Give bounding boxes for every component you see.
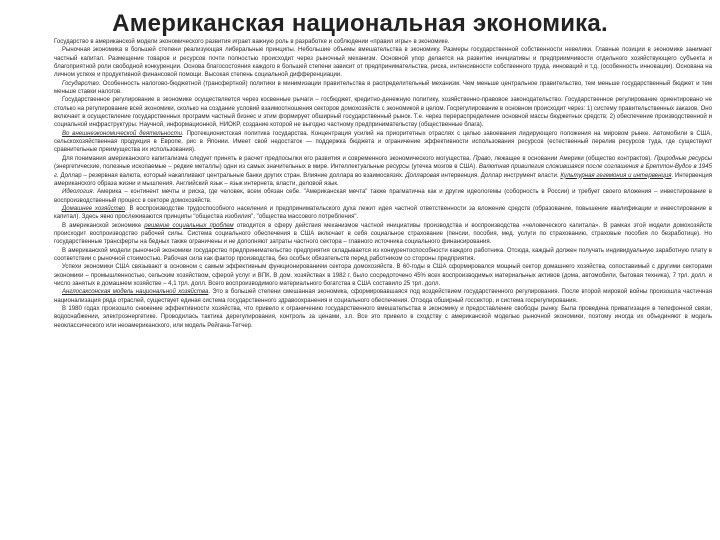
paragraph-text: Доллар – резервная валюта, который накапливают центральные банки других стран. Влияние доллара во взаимосвязях. — [58, 172, 406, 179]
emphasized-text: Долларовая — [405, 172, 440, 179]
paragraph-text: Рыночная экономика в большей степени реализующая либеральные принципы. Небольшие объемы вмешательства в экономику. Размеры государственной собственности невелики. Главные позиции в экономике занимает частный капитал. Размещение товаров и ресурсов почти полностью происходит через рыночный механизм. Основной упор делается на развитие инициативы и предприимчивости отдельного хозяйствующего субъекта и благоприятной роли свободной конкуренции. Основа благосостояния каждого в большей степени зависит от предпринимательства, риска, интенсивности собственного труда, инноваций и т.д. (особенность инновации). Основана на личном успехе и продуктивной финансовой помощи. Высокая степень социальной дифференциации. — [54, 47, 712, 79]
paragraph-text: В американской модели рыночной экономики государство предпринимательство предприятия складывается из конкурентоспособности каждого работника. Отсюда, каждый должен получать индивидуальную заработную плату в соответствии с рыночной стоимостью. Рабочая сила как фактор производства, без особых обязательств перед работником со стороны предприятия. — [54, 247, 712, 262]
body-paragraph — [54, 263, 712, 288]
paragraph-text: Государство в американской модели экономического развития играет важную роль в разработке и соблюдении «правил игры» в экономике. — [54, 39, 450, 45]
body-paragraph — [54, 38, 712, 46]
slide-title: Американская национальная экономика. — [112, 10, 608, 37]
emphasized-text: Культурная гегемония и интервенция — [560, 172, 672, 179]
paragraph-text: интервенция. Доллар инструмент власти. — [439, 172, 561, 179]
emphasized-text: Право — [473, 155, 491, 162]
body-paragraph — [54, 288, 712, 305]
emphasized-text: Во внешнеэкономической деятельности — [62, 130, 182, 137]
body-paragraph — [54, 222, 712, 247]
slide-body-text — [54, 38, 712, 533]
paragraph-text: Успехи экономики США связывают в основном с самым эффективным функционированием сектора домохозяйств. В 60-годы в США сформировался мощный сектор домашнего хозяйства, сопоставимый с другими секторами экономики – промышленностью, сельским хозяйством, сферой услуг и ВПК. В дом. хозяйствах в 1982 г. было сосредоточено 45% всех воспроизводимых материальных активов (дома, автомобили, бытовая техника), 7 трл. долл. и число занятых в домашнем хозяйстве – 4,1 трл. долл. Всего воспроизводимого материального богатства в США составило 25 трл. долл. — [54, 264, 712, 287]
paragraph-text: . Это в большей степени смешанная экономика, сформировавшаяся под воздействием государственного регулирования. После второй мировой войны произошла частичная национализация ряда отраслей, существует единая система государственного здравоохранения и социального обеспечения. Отсюда обширный госсектор, и система госрегулирования. — [54, 289, 712, 304]
paragraph-text: . В воспроизводстве трудоспособного населения и предпринимательского духа лежит идея частной ответственности за вложение средств (образование, повышение квалификации и инвестирование в капитал). Здесь явно прослеживаются принципы "общества изобилия", "общества массового потребления". — [54, 205, 712, 221]
paragraph-text: (энергетические, полезные ископаемые – редкие металлы) одни из самых значительных в мире. Интеллектуальные ресурсы (утечка мозгов в США). — [54, 164, 479, 171]
emphasized-text: Домашнее хозяйство — [62, 205, 126, 212]
body-paragraph — [54, 305, 712, 330]
body-paragraph — [54, 205, 712, 222]
paragraph-text: отводится в сферу действия механизмов частной инициативы производства и воспроизводства «человеческого капитала». В рамках этой модели домохозяйств происходит воспроизводство рабочей силы. Система социального обеспечения в США включает в себя социальное страхование (пенсии, пособия, мед. услуги по страхованию, страховые пособия по безработице). Но государственные трансферты на бедных также ограничены и не дополняют затраты частного сектора – главного источника социального финансирования. — [54, 222, 712, 246]
paragraph-text: В 1980 годах произошло снижение эффективности хозяйства, что привело к ограничению государственного вмешательства в экономику и предоставление свободы рынку. Была проведена приватизация в телефонной связи, водоснабжении, электроэнергетике. Проводилась тактика дерегулирования, контроль за ценами, з.п. Все это привело в сходству с американской моделью рыночной экономики, поэтому иногда их объединяют в модель неоклассического или неоамериканского, или модель Рейгана-Тетчер. — [54, 306, 712, 329]
paragraph-text: Государственное регулирование в экономике осуществляется через косвенные рычаги – госбюджет, кредитно-денежную политику, хозяйственно-правовое законодательство. Государственное регулирование ориентировано не столько на регулирование всей экономики, сколько на создание условий взаимоотношения секторов домохозяйств с экономикой в целом. Госрегулирование в основном происходит через: 1) систему правительственных заказов. Оно включает в осуществление государственных программ частный бизнес и этим формирует обширный государственный рынок. Т.е. через перераспределение основной массы бюджетных средств; 2) обеспечение производственной и социальной инфраструктуры. Научной, информационной, НИОКР, создание которой не выгодно частному предпринимательству (общественные блага). — [54, 97, 712, 129]
body-paragraph — [54, 46, 712, 79]
body-paragraph — [54, 80, 712, 97]
body-paragraph — [54, 155, 712, 188]
body-paragraph — [54, 188, 712, 205]
paragraph-text: , лежащее в основании Америки (общество контрактов). — [490, 155, 655, 162]
emphasized-text: решение социальных проблем — [144, 222, 234, 229]
paragraph-text: . Америка – континент мечты и риска, где человек, всем обязан себе. "Американская мечта" также прагматична как и другие идеологемы (соборность в России) и требует своего вложения – инвестирование в воспроизводственный процесс в секторе домохозяйств. — [54, 189, 712, 204]
paragraph-text: . Протекционистская политика государства. Концентрация усилий на приоритетных отраслях с целью завоевания лидирующего положения на мировом рынке. Автомобили в США, сельскохозяйственная продукция в Европе, рис в Японии. Имеет свой недостаток — поддержка бюджета и ограничение эффективности использования ресурсов (естественный перелив ресурсов туда, где существуют сравнительные преимущества их использования). — [54, 130, 712, 154]
paragraph-text: В американской экономике — [62, 222, 145, 229]
paragraph-text: Для понимания американского капитализма следует принять в расчет предпосылки его развития и современного экономического могущества. — [62, 155, 474, 162]
body-paragraph — [54, 247, 712, 264]
body-paragraph — [54, 130, 712, 155]
paragraph-text: . Интервенция американского образа жизни и мышления. Английский язык – язык интернета, власти, деловой язык. — [54, 172, 712, 187]
paragraph-text: . Особенность налогово-бюджетной (трансфертной) политики в минимизации правительства в распределительный механизм. Чем меньше центральное правительство, тем меньше государственный бюджет и тем меньше ставки налогов. — [54, 80, 712, 96]
body-paragraph — [54, 96, 712, 129]
emphasized-text: Идеология — [62, 189, 93, 196]
emphasized-text: Англосаксонская модель национальной хозяйства — [62, 289, 209, 296]
emphasized-text: Природные ресурсы — [654, 155, 712, 162]
emphasized-text: Государство — [62, 80, 99, 87]
emphasized-text: Валютная привилегия сложившаяся после соглашения в Бреттон-Вудсе в 1945 г. — [54, 164, 712, 179]
